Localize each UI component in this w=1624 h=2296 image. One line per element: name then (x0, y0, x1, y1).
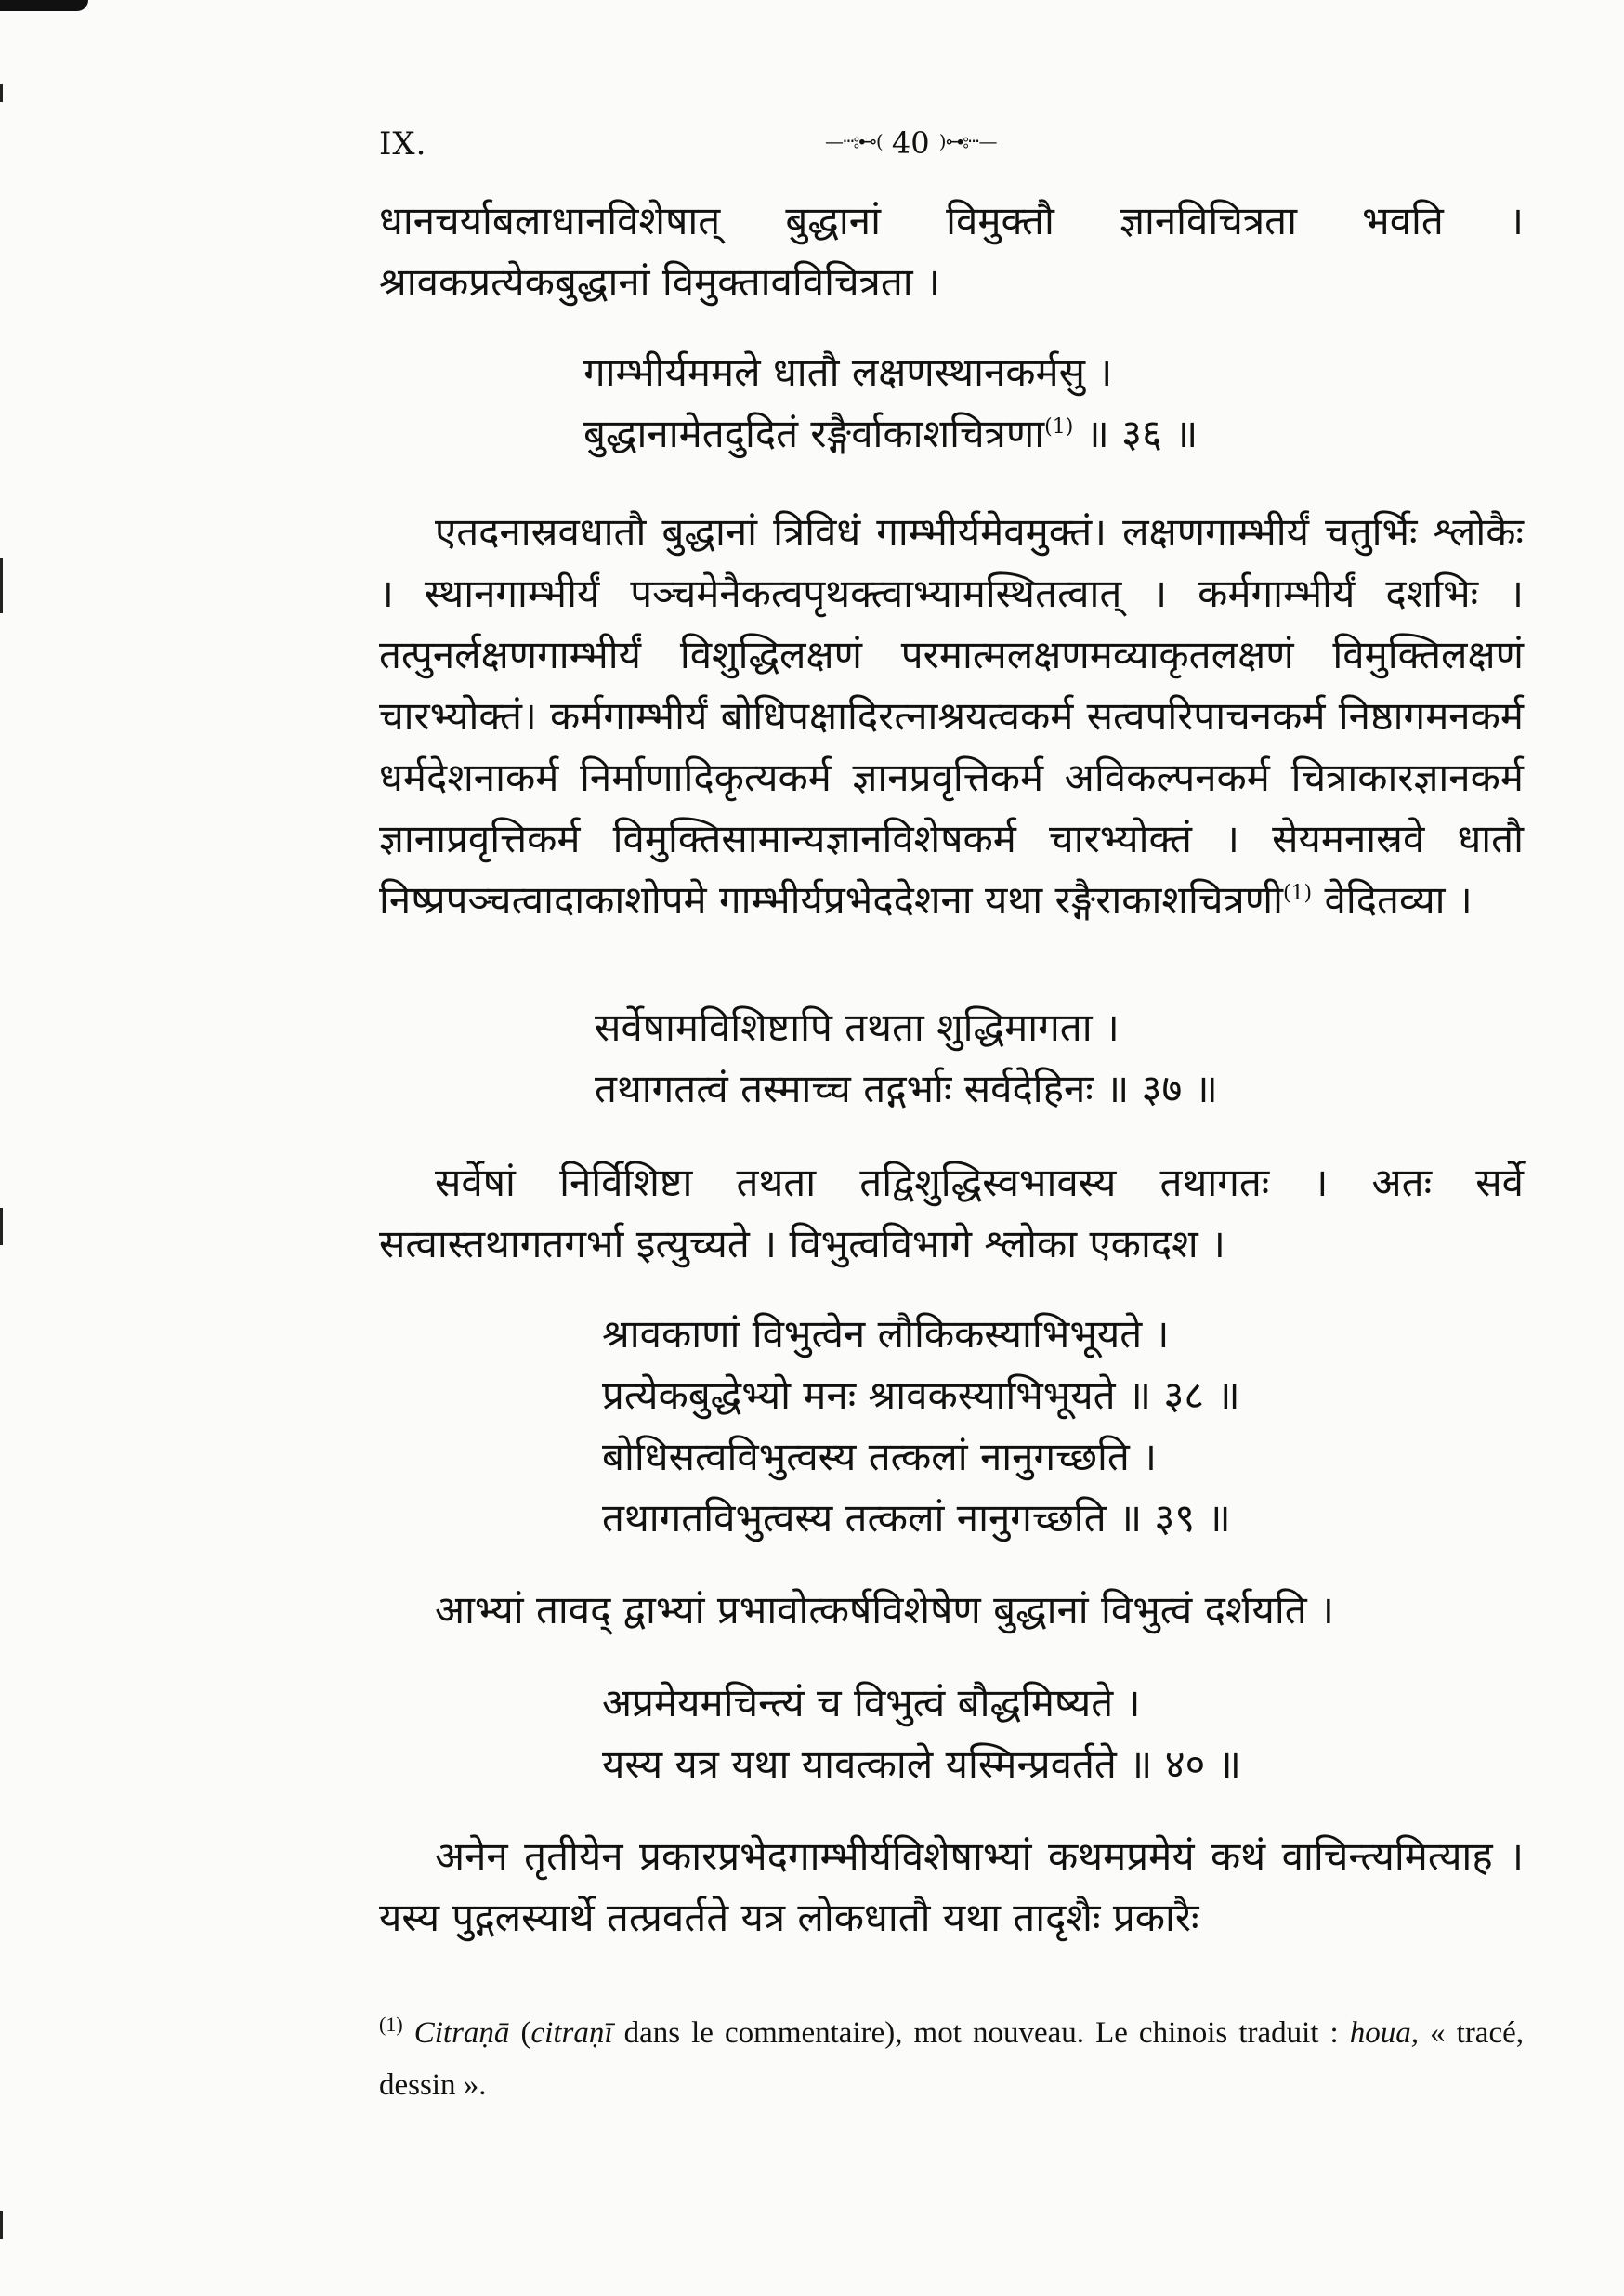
page-header (379, 125, 1513, 172)
paragraph-text: एतदनास्रवधातौ बुद्धानां त्रिविधं गाम्भीर्यमेवमुक्तं। लक्षणगाम्भीर्यं चतुर्भिः श्लोकैः । स्थानगाम्भीर्यं पञ्चमेनैकत्वपृथक्त्वाभ्यामस्थितत्वात् । कर्मगाम्भीर्यं दशभिः । तत्पुनर्लक्षणगाम्भीर्यं विशुद्धिलक्षणं परमात्मलक्षणमव्याकृतलक्षणं विमुक्तिलक्षणं चारभ्योक्तं। कर्मगाम्भीर्यं बोधिपक्षादिरत्नाश्रयत्वकर्म सत्वपरिपाचनकर्म निष्ठागमनकर्म धर्मदेशनाकर्म निर्माणादिकृत्यकर्म ज्ञानप्रवृत्तिकर्म अविकल्पनकर्म चित्राकारज्ञानकर्म ज्ञानाप्रवृत्तिकर्म विमुक्तिसामान्यज्ञानविशेषकर्म चारभ्योक्तं । सेयमनास्रवे धातौ निष्प्रपञ्चत्वादाकाशोपमे गाम्भीर्यप्रभेददेशना यथा रङ्गैराकाशचित्रणी (379, 509, 1524, 923)
verse-line: तथागतविभुत्वस्य तत्कलां नानुगच्छति ॥ ३९ ॥ (602, 1495, 1231, 1541)
paragraph-5: अनेन तृतीयेन प्रकारप्रभेदगाम्भीर्यविशेषाभ्यां कथमप्रमेयं कथं वाचिन्त्यमित्याह । यस्य पुद्गलस्यार्थे तत्प्रवर्तते यत्र लोकधातौ यथा तादृशैः प्रकारैः (379, 1833, 1524, 1940)
footnote-term: houa, (1349, 2016, 1420, 2050)
paragraph-2 (379, 502, 1524, 931)
ornament-right: )⊶⦂ⵈ— (938, 130, 997, 152)
verse-line: यस्य यत्र यथा यावत्काले यस्मिन्प्रवर्तते ॥ ४० ॥ (602, 1741, 1241, 1787)
page-number (825, 125, 996, 161)
verse-number: ॥ ३६ ॥ (1073, 411, 1198, 456)
paragraph-4: आभ्यां तावद् द्वाभ्यां प्रभावोत्कर्षविशेषेण बुद्धानां विभुत्वं दर्शयति । (435, 1587, 1334, 1633)
scan-edge-mark (0, 84, 3, 102)
verse-line: अप्रमेयमचिन्त्यं च विभुत्वं बौद्धमिष्यते । (602, 1680, 1141, 1725)
ornament-left: —ⵈ⦂⊷( (825, 130, 883, 152)
footnote-ref: (1) (1044, 415, 1074, 439)
footnote (379, 2007, 1524, 2111)
verse-line: श्रावकाणां विभुत्वेन लौकिकस्याभिभूयते । (602, 1311, 1170, 1357)
paragraph-text-end: वेदितव्या । (1312, 877, 1473, 923)
signature-mark: IX. (379, 125, 427, 163)
footnote-term: citraṇī (530, 2016, 613, 2050)
paragraph-1: धानचर्याबलाधानविशेषात् बुद्धानां विमुक्तौ ज्ञानविचित्रता भवति । श्रावकप्रत्येकबुद्धानां विमुक्तावविचित्रता । (379, 198, 1524, 305)
paragraph-3: सर्वेषां निर्विशिष्टा तथता तद्विशुद्धिस्वभावस्य तथागतः । अतः सर्वे सत्वास्तथागतगर्भा इत्युच्यते । विभुत्वविभागे श्लोका एकादश । (379, 1160, 1524, 1266)
footnote-text: dans le commentaire), mot nouveau. Le chinois traduit : (612, 2016, 1350, 2050)
verse-line: प्रत्येकबुद्धेभ्यो मनः श्रावकस्याभिभूयते ॥ ३८ ॥ (602, 1372, 1240, 1418)
verse-36 (583, 342, 1198, 465)
scan-corner-mark (0, 0, 88, 11)
verse-38-39 (602, 1304, 1240, 1549)
scan-edge-mark (0, 1208, 3, 1245)
scan-edge-mark (0, 2211, 3, 2239)
verse-line: सर्वेषामविशिष्टापि तथता शुद्धिमागता । (595, 1004, 1120, 1050)
footnote-text: « tracé, dessin ». (379, 2016, 1524, 2102)
footnote-ref: (1) (1282, 882, 1313, 905)
page-number-value: 40 (891, 125, 930, 161)
verse-line (583, 403, 1198, 465)
footnote-term: Citraṇā (413, 2016, 510, 2050)
verse-line: गाम्भीर्यममले धातौ लक्षणस्थानकर्मसु । (583, 349, 1113, 395)
verse-40 (602, 1673, 1241, 1795)
scan-edge-mark (0, 558, 3, 613)
footnote-marker: (1) (379, 2013, 403, 2036)
footnote-text: ( (509, 2016, 531, 2050)
verse-line: तथागतत्वं तस्माच्च तद्गर्भाः सर्वदेहिनः ॥ ३७ ॥ (595, 1066, 1218, 1111)
verse-line: बोधिसत्वविभुत्वस्य तत्कलां नानुगच्छति । (602, 1434, 1158, 1479)
verse-text: बुद्धानामेतदुदितं रङ्गैर्वाकाशचित्रणा (583, 411, 1045, 456)
verse-37 (595, 997, 1218, 1120)
